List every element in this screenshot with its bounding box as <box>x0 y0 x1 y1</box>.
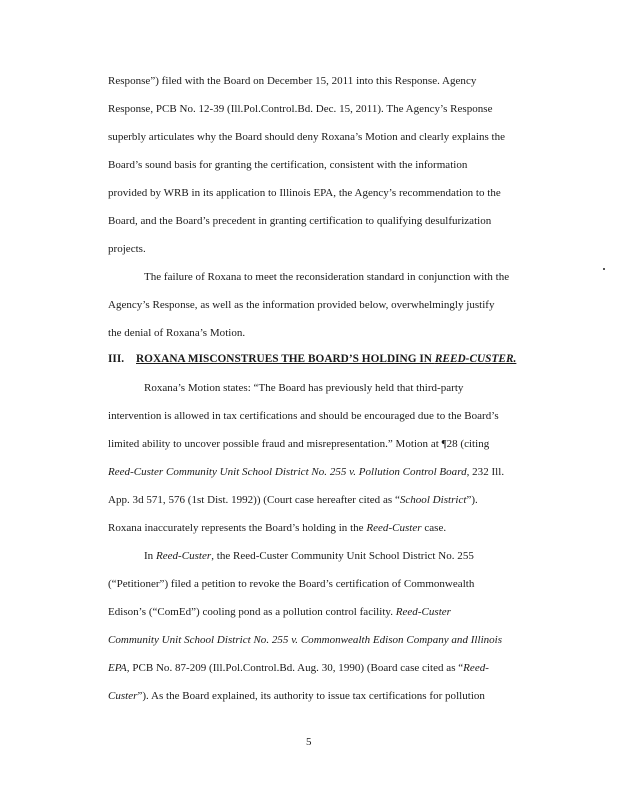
text-line <box>144 550 474 562</box>
text-line <box>108 466 504 478</box>
text-line: Response”) filed with the Board on December 15, 2011 into this Response. Agency <box>108 75 477 87</box>
text-run: ”). As the Board explained, its authority to issue tax certifications for pollution <box>137 690 485 702</box>
section-heading <box>108 353 516 365</box>
text-line <box>108 522 446 534</box>
text-run: Roxana inaccurately represents the Board’s holding in the <box>108 522 367 534</box>
text-run: 232 Ill. <box>469 466 505 478</box>
text-line: superbly articulates why the Board should deny Roxana’s Motion and clearly explains the <box>108 131 506 143</box>
text-line: the denial of Roxana’s Motion. <box>108 327 246 339</box>
text-line: provided by WRB in its application to Illinois EPA, the Agency’s recommendation to the <box>108 187 501 199</box>
text-line: Roxana’s Motion states: “The Board has previously held that third-party <box>144 382 464 394</box>
text-line <box>108 662 489 674</box>
text-run: ”). <box>466 494 478 506</box>
text-line: (“Petitioner”) filed a petition to revoke the Board’s certification of Commonwealth <box>108 578 475 590</box>
text-line: The failure of Roxana to meet the reconsideration standard in conjunction with the <box>144 271 510 283</box>
case-citation: Reed-Custer Community Unit School District No. 255 v. Pollution Control Board, <box>108 466 470 478</box>
text-line: Community Unit School District No. 255 v. Commonwealth Edison Company and Illinois <box>108 634 503 646</box>
case-short-name: Reed- <box>463 662 489 674</box>
text-run: , the Reed-Custer Community Unit School District No. 255 <box>211 550 474 562</box>
case-citation: Reed-Custer <box>395 606 451 618</box>
case-short-name: Reed-Custer <box>155 550 212 562</box>
text-run: Edison’s (“ComEd”) cooling pond as a pollution control facility. <box>108 606 396 618</box>
text-run: App. 3d 571, 576 (1st Dist. 1992)) (Court case hereafter cited as “ <box>108 494 400 506</box>
case-short-name: School District <box>399 494 467 506</box>
case-short-name: Reed-Custer <box>366 522 422 534</box>
page-number: 5 <box>306 736 312 748</box>
scan-speck <box>603 268 605 270</box>
case-citation: EPA, <box>108 662 130 674</box>
section-number: III. <box>108 353 125 365</box>
text-line: Response, PCB No. 12-39 (Ill.Pol.Control.Bd. Dec. 15, 2011). The Agency’s Response <box>108 103 493 115</box>
text-run: case. <box>421 522 447 534</box>
section-title-text: ROXANA MISCONSTRUES THE BOARD’S HOLDING IN <box>136 353 435 365</box>
text-run: PCB No. 87-209 (Ill.Pol.Control.Bd. Aug. 30, 1990) (Board case cited as “ <box>129 662 464 674</box>
text-line: Agency’s Response, as well as the information provided below, overwhelmingly justify <box>108 299 495 311</box>
text-line: Board, and the Board’s precedent in granting certification to qualifying desulfurization <box>108 215 492 227</box>
text-line: Board’s sound basis for granting the certification, consistent with the information <box>108 159 468 171</box>
text-line: projects. <box>108 243 146 255</box>
section-title-case: REED-CUSTER. <box>434 353 517 365</box>
text-line <box>108 494 478 506</box>
text-run: In <box>144 550 156 562</box>
case-short-name: Custer <box>108 690 138 702</box>
text-line <box>108 606 451 618</box>
text-line: limited ability to uncover possible fraud and misrepresentation.” Motion at ¶28 (citing <box>108 438 490 450</box>
text-line: intervention is allowed in tax certifications and should be encouraged due to the Board’s <box>108 410 499 422</box>
section-title <box>136 353 516 365</box>
text-line <box>108 690 485 702</box>
